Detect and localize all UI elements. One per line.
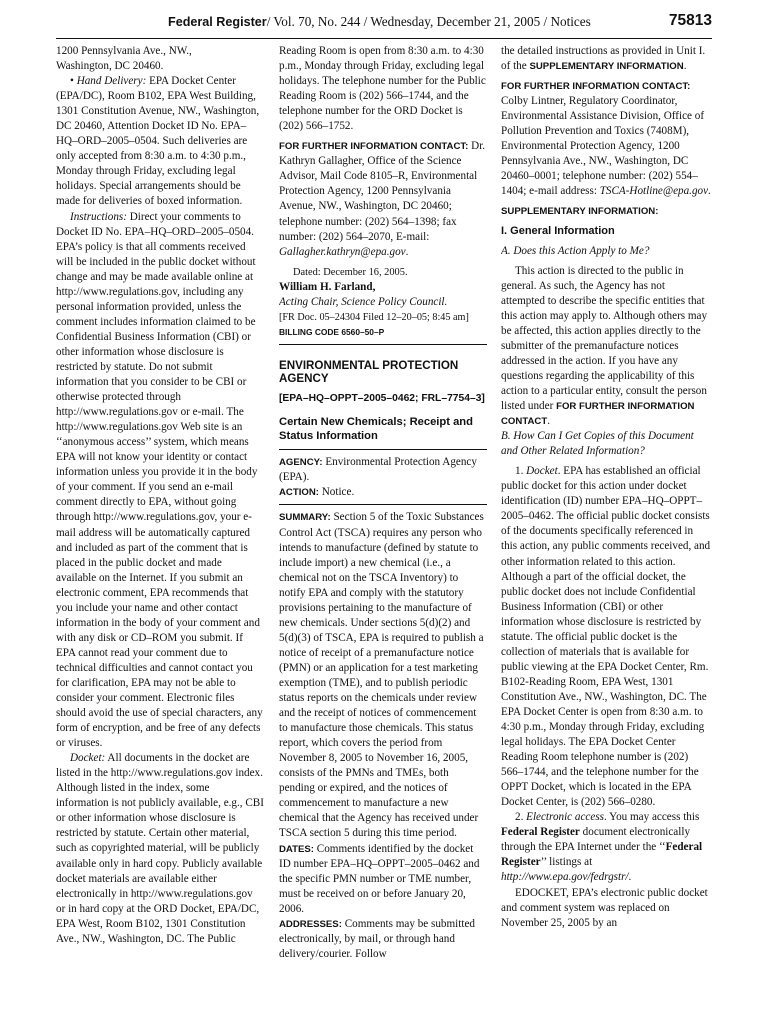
contact-ref: FOR FURTHER INFORMATION CONTACT	[501, 401, 695, 428]
contact-label: FOR FURTHER INFORMATION CONTACT:	[279, 141, 469, 153]
paragraph-lead: Instructions:	[70, 210, 127, 223]
journal-ref: Federal Register	[501, 841, 703, 869]
contact-paragraph	[279, 139, 487, 259]
page-header	[0, 0, 768, 48]
paragraph-text: All documents in the docket are listed in the http://www.regulations.gov index. Although listed in the index, some information is not publicly available, e.g., CBI or other information whose disclosure is restricted by statute. Certain other material, such as copyrighted material, will be publicly available only in hard copy. Publicly available docket materials are available either electronically in http://www.regulations.gov or in hard copy at the ORD Docket, EPA/DC, EPA West, Room B102, 1301 Constitution Ave., NW., Washington, DC. The Public	[56, 752, 264, 945]
billing-code: BILLING CODE 6560–50–P	[279, 326, 385, 337]
electronic-access-paragraph	[501, 810, 711, 885]
section-heading: I. General Information	[501, 224, 615, 237]
dates-text: Comments identified by the docket ID number EPA–HQ–OPPT–2005–0462 and the specific PMN number or TME number, must be received on or before January 20, 2006.	[279, 842, 480, 915]
document-title: Certain New Chemicals; Receipt and Status Information	[279, 415, 473, 443]
column-1	[56, 44, 264, 1014]
punctuation: .	[547, 415, 550, 428]
addresses-paragraph	[279, 917, 487, 962]
summary-label: SUMMARY:	[279, 512, 331, 524]
agency-heading: ENVIRONMENTAL PROTECTION AGENCY	[279, 358, 459, 386]
signer-name: William H. Farland,	[279, 280, 376, 293]
instructions-paragraph	[56, 210, 264, 752]
signer-title	[279, 295, 487, 310]
paragraph-text: . EPA has established an official public docket for this action under docket identification (ID) number EPA–HQ–OPPT–2005–0462. The official public docket consists of the documents specifically referenced in this action, any public comments received, and other information related to this action. Although a part of the official docket, the public docket does not include Confidential Business Information (CBI) or other information whose disclosure is restricted by statute. The official public docket is the collection of materials that is available for public viewing at the EPA Docket Center, Rm. B102-Reading Room, EPA West, 1301 Constitution Ave., NW., Washington, DC. The EPA Docket Center is open from 8:30 a.m. to 4:30 p.m., Monday through Friday, excluding legal holidays. The EPA Docket Center Reading Room telephone number is (202) 566–1744, and the telephone number for the OPPT Docket, which is located in the EPA Docket Center, is (202) 566–0280.	[501, 465, 711, 809]
contact-email: TSCA-Hotline@epa.gov	[599, 185, 709, 198]
contact-text: Dr. Kathryn Gallagher, Office of the Science Advisor, Mail Code 8105–R, Environmental Protection Agency, 1200 Pennsylvania Avenue, NW., Washington, DC 20460; telephone number: (202) 564–1398; fax number: (202) 564–2070, E-mail:	[279, 140, 486, 243]
docket-paragraph	[56, 751, 264, 947]
running-head	[168, 14, 591, 30]
punctuation: .	[405, 245, 409, 258]
contact-paragraph	[501, 79, 711, 199]
edocket-paragraph: EDOCKET, EPA’s electronic public docket and comment system was replaced on November 25, 2005 by an	[501, 886, 708, 929]
paragraph-text: Direct your comments to Docket ID No. EPA–HQ–ORD–2005–0504. EPA’s policy is that all comments received will be included in the public docket without change and may be made available online at http://www.regulations.gov, including any personal information provided, unless the comment includes information claimed to be Confidential Business Information (CBI) or other information whose disclosure is restricted by statute. Do not submit information that you consider to be CBI or otherwise protected through http://www.regulations.gov or e-mail. The http://www.regulations.gov Web site is an ‘‘anonymous access’’ system, which means EPA will not know your identity or contact information unless you provide it in the body of your comment. If you send an e-mail comment directly to EPA, without going through http://www.regulations.gov, your e-mail address will be automatically captured and included as part of the comment that is placed in the public docket and made available on the Internet. If you submit an electronic comment, EPA recommends that you include your name and other contact information in the body of your comment and with any disk or CD–ROM you submit. If EPA cannot read your comment due to technical difficulties and cannot contact you for clarification, EPA may not be able to consider your comment. Electronic files should avoid the use of special characters, any form of encryption, and be free of any defects or viruses.	[56, 210, 263, 750]
contact-text: Colby Lintner, Regulatory Coordinator, Environmental Assistance Division, Office of Pollution Prevention and Toxics (7408M), Environmental Protection Agency, 1200 Pennsylvania Ave., NW., Washington, DC 20460–0001; telephone number: (202) 554–1404; e-mail address:	[501, 95, 705, 198]
item-number: 2.	[515, 811, 527, 824]
paragraph-text: EPA Docket Center (EPA/DC), Room B102, EPA West Building, 1301 Constitution Avenue, NW., Washington, DC 20460, Attention Docket ID No. EPA–HQ–ORD–2005–0504. Such deliveries are only accepted from 8:30 a.m. to 4:30 p.m., Monday through Friday, excluding legal holidays. Special arrangements should be made for deliveries of boxed information.	[56, 75, 260, 208]
punctuation: .	[708, 185, 711, 198]
applicability-paragraph	[501, 264, 711, 430]
supplementary-ref: SUPPLEMENTARY INFORMATION	[529, 61, 684, 73]
item-number: 1.	[515, 465, 527, 478]
addresses-label: ADDRESSES:	[279, 918, 342, 930]
subsection-heading	[501, 429, 711, 459]
summary-divider	[279, 504, 487, 505]
contact-label: FOR FURTHER INFORMATION CONTACT:	[501, 81, 691, 93]
address-line: 1200 Pennsylvania Ave., NW.,	[56, 45, 192, 57]
page-number: 75813	[668, 12, 712, 29]
agency-value: Environmental Protection Agency (EPA).	[279, 456, 477, 484]
journal-ref: Federal Register	[501, 826, 580, 839]
item-lead: Docket	[526, 465, 558, 478]
addresses-continuation	[501, 44, 711, 74]
continuation-text: the detailed instructions as provided in Unit I. of the	[501, 45, 706, 73]
title-divider	[279, 449, 487, 450]
docket-id-heading: [EPA–HQ–OPPT–2005–0462; FRL–7754–3]	[279, 392, 485, 404]
paragraph-lead: Hand Delivery:	[76, 75, 147, 88]
paragraph-text: This action is directed to the public in general. As such, the Agency has not attempted to describe the specific entities that this action may apply to. Although others may be affected, this action applies directly to the submitter of the premanufacture notices addressed in the action. If you have any questions regarding the applicability of this action to a particular entity, consult the person listed under	[501, 264, 708, 413]
address-line: Washington, DC 20460.	[56, 60, 164, 73]
column-2	[279, 44, 487, 1014]
dates-label: DATES:	[279, 843, 314, 855]
subsection-b: B. How Can I Get Copies of this Document and Other Related Information?	[501, 430, 694, 458]
journal-name: Federal Register	[168, 15, 267, 29]
supplementary-heading: SUPPLEMENTARY INFORMATION:	[501, 206, 659, 218]
subsection-a: A. Does this Action Apply to Me?	[501, 244, 650, 257]
action-label: ACTION:	[279, 487, 319, 499]
summary-paragraph	[279, 510, 487, 841]
paragraph-text: . You may access this	[604, 811, 700, 824]
action-line	[279, 485, 487, 500]
item-lead: Electronic access	[526, 811, 604, 824]
paragraph-lead: Docket:	[70, 752, 106, 765]
punctuation: .	[683, 60, 687, 73]
agency-line	[279, 455, 487, 485]
punctuation: .	[628, 871, 632, 884]
paragraph-text: ’’ listings at	[540, 856, 593, 869]
agency-label: AGENCY:	[279, 457, 323, 469]
paragraph-text: document electronically through the EPA Internet under the ‘‘	[501, 826, 691, 854]
hand-delivery-paragraph	[56, 74, 264, 209]
subsection-heading	[501, 244, 711, 259]
addresses-text: Comments may be submitted electronically, by mail, or through hand delivery/courier. Follow	[279, 917, 475, 960]
contact-email: Gallagher.kathryn@epa.gov	[279, 245, 406, 258]
bullet: •	[70, 75, 77, 88]
section-divider	[279, 344, 487, 345]
dates-paragraph	[279, 842, 487, 917]
reading-room-paragraph: Reading Room is open from 8:30 a.m. to 4:30 p.m., Monday through Friday, excluding legal holidays. The telephone number for the Public Reading Room is (202) 566–1744, and the telephone number for the ORD Docket is (202) 566–1752.	[279, 45, 486, 133]
dated-line: Dated: December 16, 2005.	[293, 266, 408, 278]
summary-text: Section 5 of the Toxic Substances Control Act (TSCA) requires any person who intends to manufacture (defined by statute to include import) a new chemical (i.e., a chemical not on the TSCA Inventory) to notify EPA and comply with the statutory provisions pertaining to the manufacture of new chemicals. Under sections 5(d)(2) and 5(d)(3) of TSCA, EPA is required to publish a notice of receipt of a premanufacture notice (PMN) or an application for a test marketing exemption (TME), and to publish periodic status reports on the chemicals under review and the receipt of notices of commencement to manufacture those chemicals. This status report, which covers the period from November 8, 2005 to November 16, 2005, consists of the PMNs and TMEs, both pending or expired, and the notices of commencement to manufacture a new chemical that the Agency has received under TSCA section 5 during this time period.	[279, 511, 484, 840]
column-3	[501, 44, 711, 1014]
fr-doc-line: [FR Doc. 05–24304 Filed 12–20–05; 8:45 am]	[279, 311, 469, 323]
header-rule	[56, 38, 712, 39]
url-link[interactable]: http://www.epa.gov/fedrgstr/	[501, 871, 629, 884]
action-value: Notice.	[318, 486, 355, 499]
issue-citation: / Vol. 70, No. 244 / Wednesday, December 21, 2005 / Notices	[266, 14, 591, 29]
signer-title-text: Acting Chair, Science Policy Council.	[279, 295, 448, 308]
docket-paragraph	[501, 464, 711, 810]
